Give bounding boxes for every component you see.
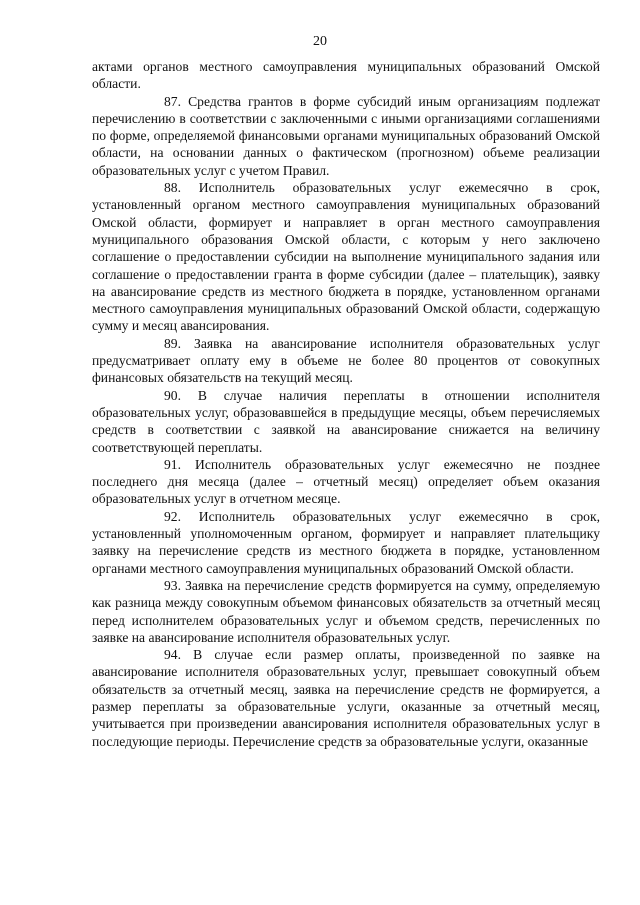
paragraph-92 <box>92 508 600 577</box>
paragraph-text: актами органов местного самоуправления муниципальных образований Омской области. <box>92 59 600 92</box>
paragraph-text: В случае наличия переплаты в отношении исполнителя образовательных услуг, образовавшейся в предыдущие месяцы, объем перечисляемых средств в соответствии с заявкой на авансирование снижается на величину соответствующей переплаты. <box>92 387 600 455</box>
paragraph-91 <box>92 456 600 508</box>
paragraph-87 <box>92 93 600 179</box>
paragraph-number: 91. <box>164 456 181 472</box>
paragraph-88 <box>92 179 600 335</box>
paragraph-number: 93. <box>164 577 181 593</box>
paragraph-text: Исполнитель образовательных услуг ежемесячно не позднее последнего дня месяца (далее – отчетный месяц) определяет объем оказания образовательных услуг в отчетном месяце. <box>92 456 600 507</box>
paragraph-93 <box>92 577 600 646</box>
paragraph-number: 89. <box>164 335 181 351</box>
document-body <box>92 58 600 750</box>
paragraph-94 <box>92 646 600 750</box>
paragraph-90 <box>92 387 600 456</box>
paragraph-text: В случае если размер оплаты, произведенной по заявке на авансирование исполнителя образовательных услуг, превышает совокупный объем обязательств за отчетный месяц, заявка на перечисление средств не формируется, а размер переплаты за образовательные услуги, оказанные за отчетный месяц, учитывается при произведении авансирования исполнителя образовательных услуг в последующие периоды. Перечисление средств за образовательные услуги, оказанные <box>92 647 601 749</box>
page-number: 20 <box>313 34 327 49</box>
paragraph-text: Средства грантов в форме субсидий иным организациям подлежат перечислению в соответствии с заключенными с иными организациями соглашениями по форме, определяемой финансовыми органами муниципальных образований Омской области, на основании данных о фактическом (прогнозном) объеме реализации образовательных услуг с учетом Правил. <box>92 93 601 178</box>
paragraph-89 <box>92 335 600 387</box>
paragraph-number: 87. <box>164 93 181 109</box>
paragraph-number: 92. <box>164 508 181 524</box>
paragraph-text: Исполнитель образовательных услуг ежемесячно в срок, установленный органом местного самоуправления муниципальных образований Омской области, формирует и направляет в орган местного самоуправления муниципального образования Омской области, с которым у него заключено соглашение о предоставлении субсидии на выполнение муниципального задания или соглашение о предоставлении гранта в форме субсидии (далее – плательщик), заявку на авансирование средств из местного бюджета в порядке, установленном органами местного самоуправления муниципальных образований Омской области, содержащую сумму и месяц авансирования. <box>92 180 600 334</box>
paragraph-number: 94. <box>164 647 181 663</box>
paragraph-text: Заявка на авансирование исполнителя образовательных услуг предусматривает оплату ему в объеме не более 80 процентов от совокупных финансовых обязательств на текущий месяц. <box>92 335 600 386</box>
paragraph-number: 88. <box>164 180 181 196</box>
paragraph-continuation <box>92 58 600 93</box>
paragraph-text: Исполнитель образовательных услуг ежемесячно в срок, установленный уполномоченным органом, формирует и направляет плательщику заявку на перечисление средств из местного бюджета в порядке, установленном органами местного самоуправления муниципальных образований Омской области. <box>92 508 600 576</box>
paragraph-text: Заявка на перечисление средств формируется на сумму, определяемую как разница между совокупным объемом финансовых обязательств за отчетный месяц перед исполнителем образовательных услуг и объемом средств, перечисленных по заявке на авансирование исполнителя образовательных услуг. <box>92 577 601 645</box>
paragraph-number: 90. <box>164 387 181 403</box>
